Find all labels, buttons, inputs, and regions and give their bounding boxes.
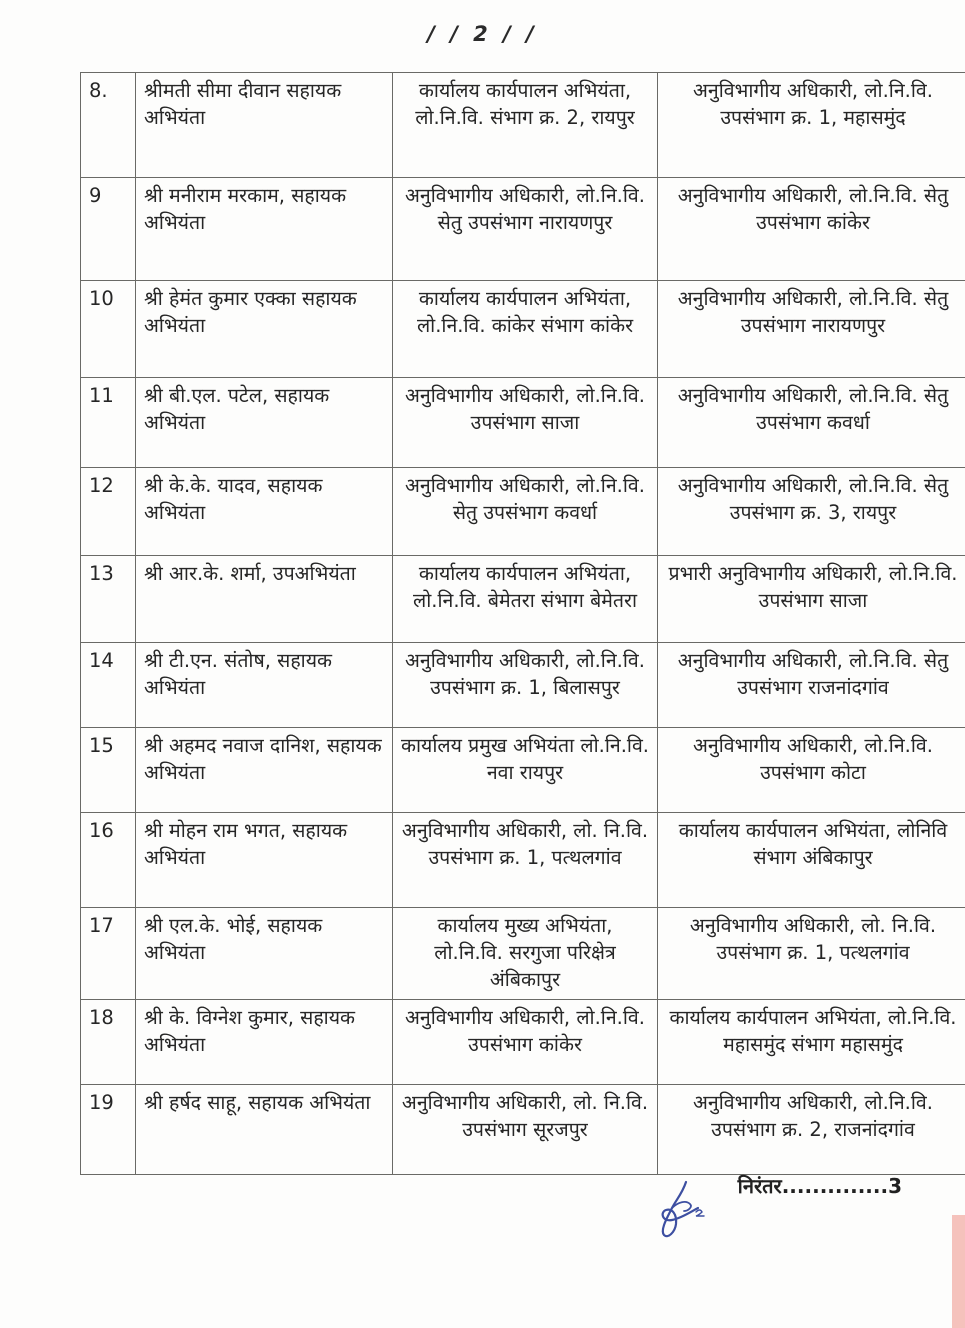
current-posting-cell: अनुविभागीय अधिकारी, लो. नि.वि. उपसंभाग सूरजपुर: [393, 1084, 658, 1174]
transfer-table-body: [81, 73, 965, 1175]
current-posting-cell: अनुविभागीय अधिकारी, लो.नि.वि. सेतु उपसंभाग नारायणपुर: [393, 178, 658, 281]
serial-number-cell: 8.: [81, 73, 136, 178]
table-row: [81, 1084, 965, 1174]
new-posting-cell: अनुविभागीय अधिकारी, लो.नि.वि. सेतु उपसंभाग नारायणपुर: [658, 281, 965, 378]
new-posting-cell: अनुविभागीय अधिकारी, लो.नि.वि. सेतु उपसंभाग क्र. 3, रायपुर: [658, 468, 965, 556]
serial-number-cell: 18: [81, 999, 136, 1084]
current-posting-cell: कार्यालय मुख्य अभियंता, लो.नि.वि. सरगुजा परिक्षेत्र अंबिकापुर: [393, 908, 658, 1000]
table-row: [81, 908, 965, 1000]
new-posting-cell: अनुविभागीय अधिकारी, लो.नि.वि. सेतु उपसंभाग कवर्धा: [658, 378, 965, 468]
table-row: [81, 643, 965, 728]
new-posting-cell: प्रभारी अनुविभागीय अधिकारी, लो.नि.वि. उपसंभाग साजा: [658, 556, 965, 643]
officer-name-cell: श्री आर.के. शर्मा, उपअभियंता: [136, 556, 393, 643]
officer-name-cell: श्री टी.एन. संतोष, सहायक अभियंता: [136, 643, 393, 728]
page-number: / / 2 / /: [427, 22, 538, 46]
transfer-table: [80, 72, 965, 1175]
current-posting-cell: अनुविभागीय अधिकारी, लो.नि.वि. उपसंभाग कांकेर: [393, 999, 658, 1084]
new-posting-cell: अनुविभागीय अधिकारी, लो.नि.वि. सेतु उपसंभाग राजनांदगांव: [658, 643, 965, 728]
table-row: [81, 378, 965, 468]
serial-number-cell: 11: [81, 378, 136, 468]
current-posting-cell: कार्यालय कार्यपालन अभियंता, लो.नि.वि. बेमेतरा संभाग बेमेतरा: [393, 556, 658, 643]
current-posting-cell: कार्यालय कार्यपालन अभियंता, लो.नि.वि. कांकेर संभाग कांकेर: [393, 281, 658, 378]
table-row: [81, 73, 965, 178]
officer-name-cell: श्री के.के. यादव, सहायक अभियंता: [136, 468, 393, 556]
new-posting-cell: अनुविभागीय अधिकारी, लो. नि.वि. उपसंभाग क्र. 1, पत्थलगांव: [658, 908, 965, 1000]
officer-name-cell: श्री बी.एल. पटेल, सहायक अभियंता: [136, 378, 393, 468]
current-posting-cell: अनुविभागीय अधिकारी, लो.नि.वि. सेतु उपसंभाग कवर्धा: [393, 468, 658, 556]
serial-number-cell: 19: [81, 1084, 136, 1174]
officer-name-cell: श्री हेमंत कुमार एक्का सहायक अभियंता: [136, 281, 393, 378]
table-row: [81, 468, 965, 556]
new-posting-cell: कार्यालय कार्यपालन अभियंता, लोनिवि संभाग अंबिकापुर: [658, 813, 965, 908]
current-posting-cell: कार्यालय प्रमुख अभियंता लो.नि.वि. नवा रायपुर: [393, 728, 658, 813]
serial-number-cell: 12: [81, 468, 136, 556]
pink-highlight-bar: [952, 1215, 965, 1328]
serial-number-cell: 9: [81, 178, 136, 281]
serial-number-cell: 14: [81, 643, 136, 728]
officer-name-cell: श्रीमती सीमा दीवान सहायक अभियंता: [136, 73, 393, 178]
officer-name-cell: श्री एल.के. भोई, सहायक अभियंता: [136, 908, 393, 1000]
officer-name-cell: श्री अहमद नवाज दानिश, सहायक अभियंता: [136, 728, 393, 813]
new-posting-cell: कार्यालय कार्यपालन अभियंता, लो.नि.वि. महासमुंद संभाग महासमुंद: [658, 999, 965, 1084]
serial-number-cell: 17: [81, 908, 136, 1000]
serial-number-cell: 15: [81, 728, 136, 813]
table-row: [81, 999, 965, 1084]
current-posting-cell: अनुविभागीय अधिकारी, लो.नि.वि. उपसंभाग साजा: [393, 378, 658, 468]
continuation-note: निरंतर..............3: [737, 1174, 902, 1198]
new-posting-cell: अनुविभागीय अधिकारी, लो.नि.वि. उपसंभाग क्र. 1, महासमुंद: [658, 73, 965, 178]
table-row: [81, 281, 965, 378]
current-posting-cell: कार्यालय कार्यपालन अभियंता, लो.नि.वि. संभाग क्र. 2, रायपुर: [393, 73, 658, 178]
officer-name-cell: श्री के. विग्नेश कुमार, सहायक अभियंता: [136, 999, 393, 1084]
table-row: [81, 728, 965, 813]
officer-name-cell: श्री मनीराम मरकाम, सहायक अभियंता: [136, 178, 393, 281]
officer-name-cell: श्री हर्षद साहू, सहायक अभियंता: [136, 1084, 393, 1174]
new-posting-cell: अनुविभागीय अधिकारी, लो.नि.वि. उपसंभाग कोटा: [658, 728, 965, 813]
new-posting-cell: अनुविभागीय अधिकारी, लो.नि.वि. उपसंभाग क्र. 2, राजनांदगांव: [658, 1084, 965, 1174]
serial-number-cell: 13: [81, 556, 136, 643]
officer-name-cell: श्री मोहन राम भगत, सहायक अभियंता: [136, 813, 393, 908]
new-posting-cell: अनुविभागीय अधिकारी, लो.नि.वि. सेतु उपसंभाग कांकेर: [658, 178, 965, 281]
serial-number-cell: 16: [81, 813, 136, 908]
signature-icon: [648, 1178, 718, 1242]
current-posting-cell: अनुविभागीय अधिकारी, लो. नि.वि. उपसंभाग क्र. 1, पत्थलगांव: [393, 813, 658, 908]
table-row: [81, 556, 965, 643]
table-row: [81, 178, 965, 281]
current-posting-cell: अनुविभागीय अधिकारी, लो.नि.वि. उपसंभाग क्र. 1, बिलासपुर: [393, 643, 658, 728]
serial-number-cell: 10: [81, 281, 136, 378]
table-row: [81, 813, 965, 908]
